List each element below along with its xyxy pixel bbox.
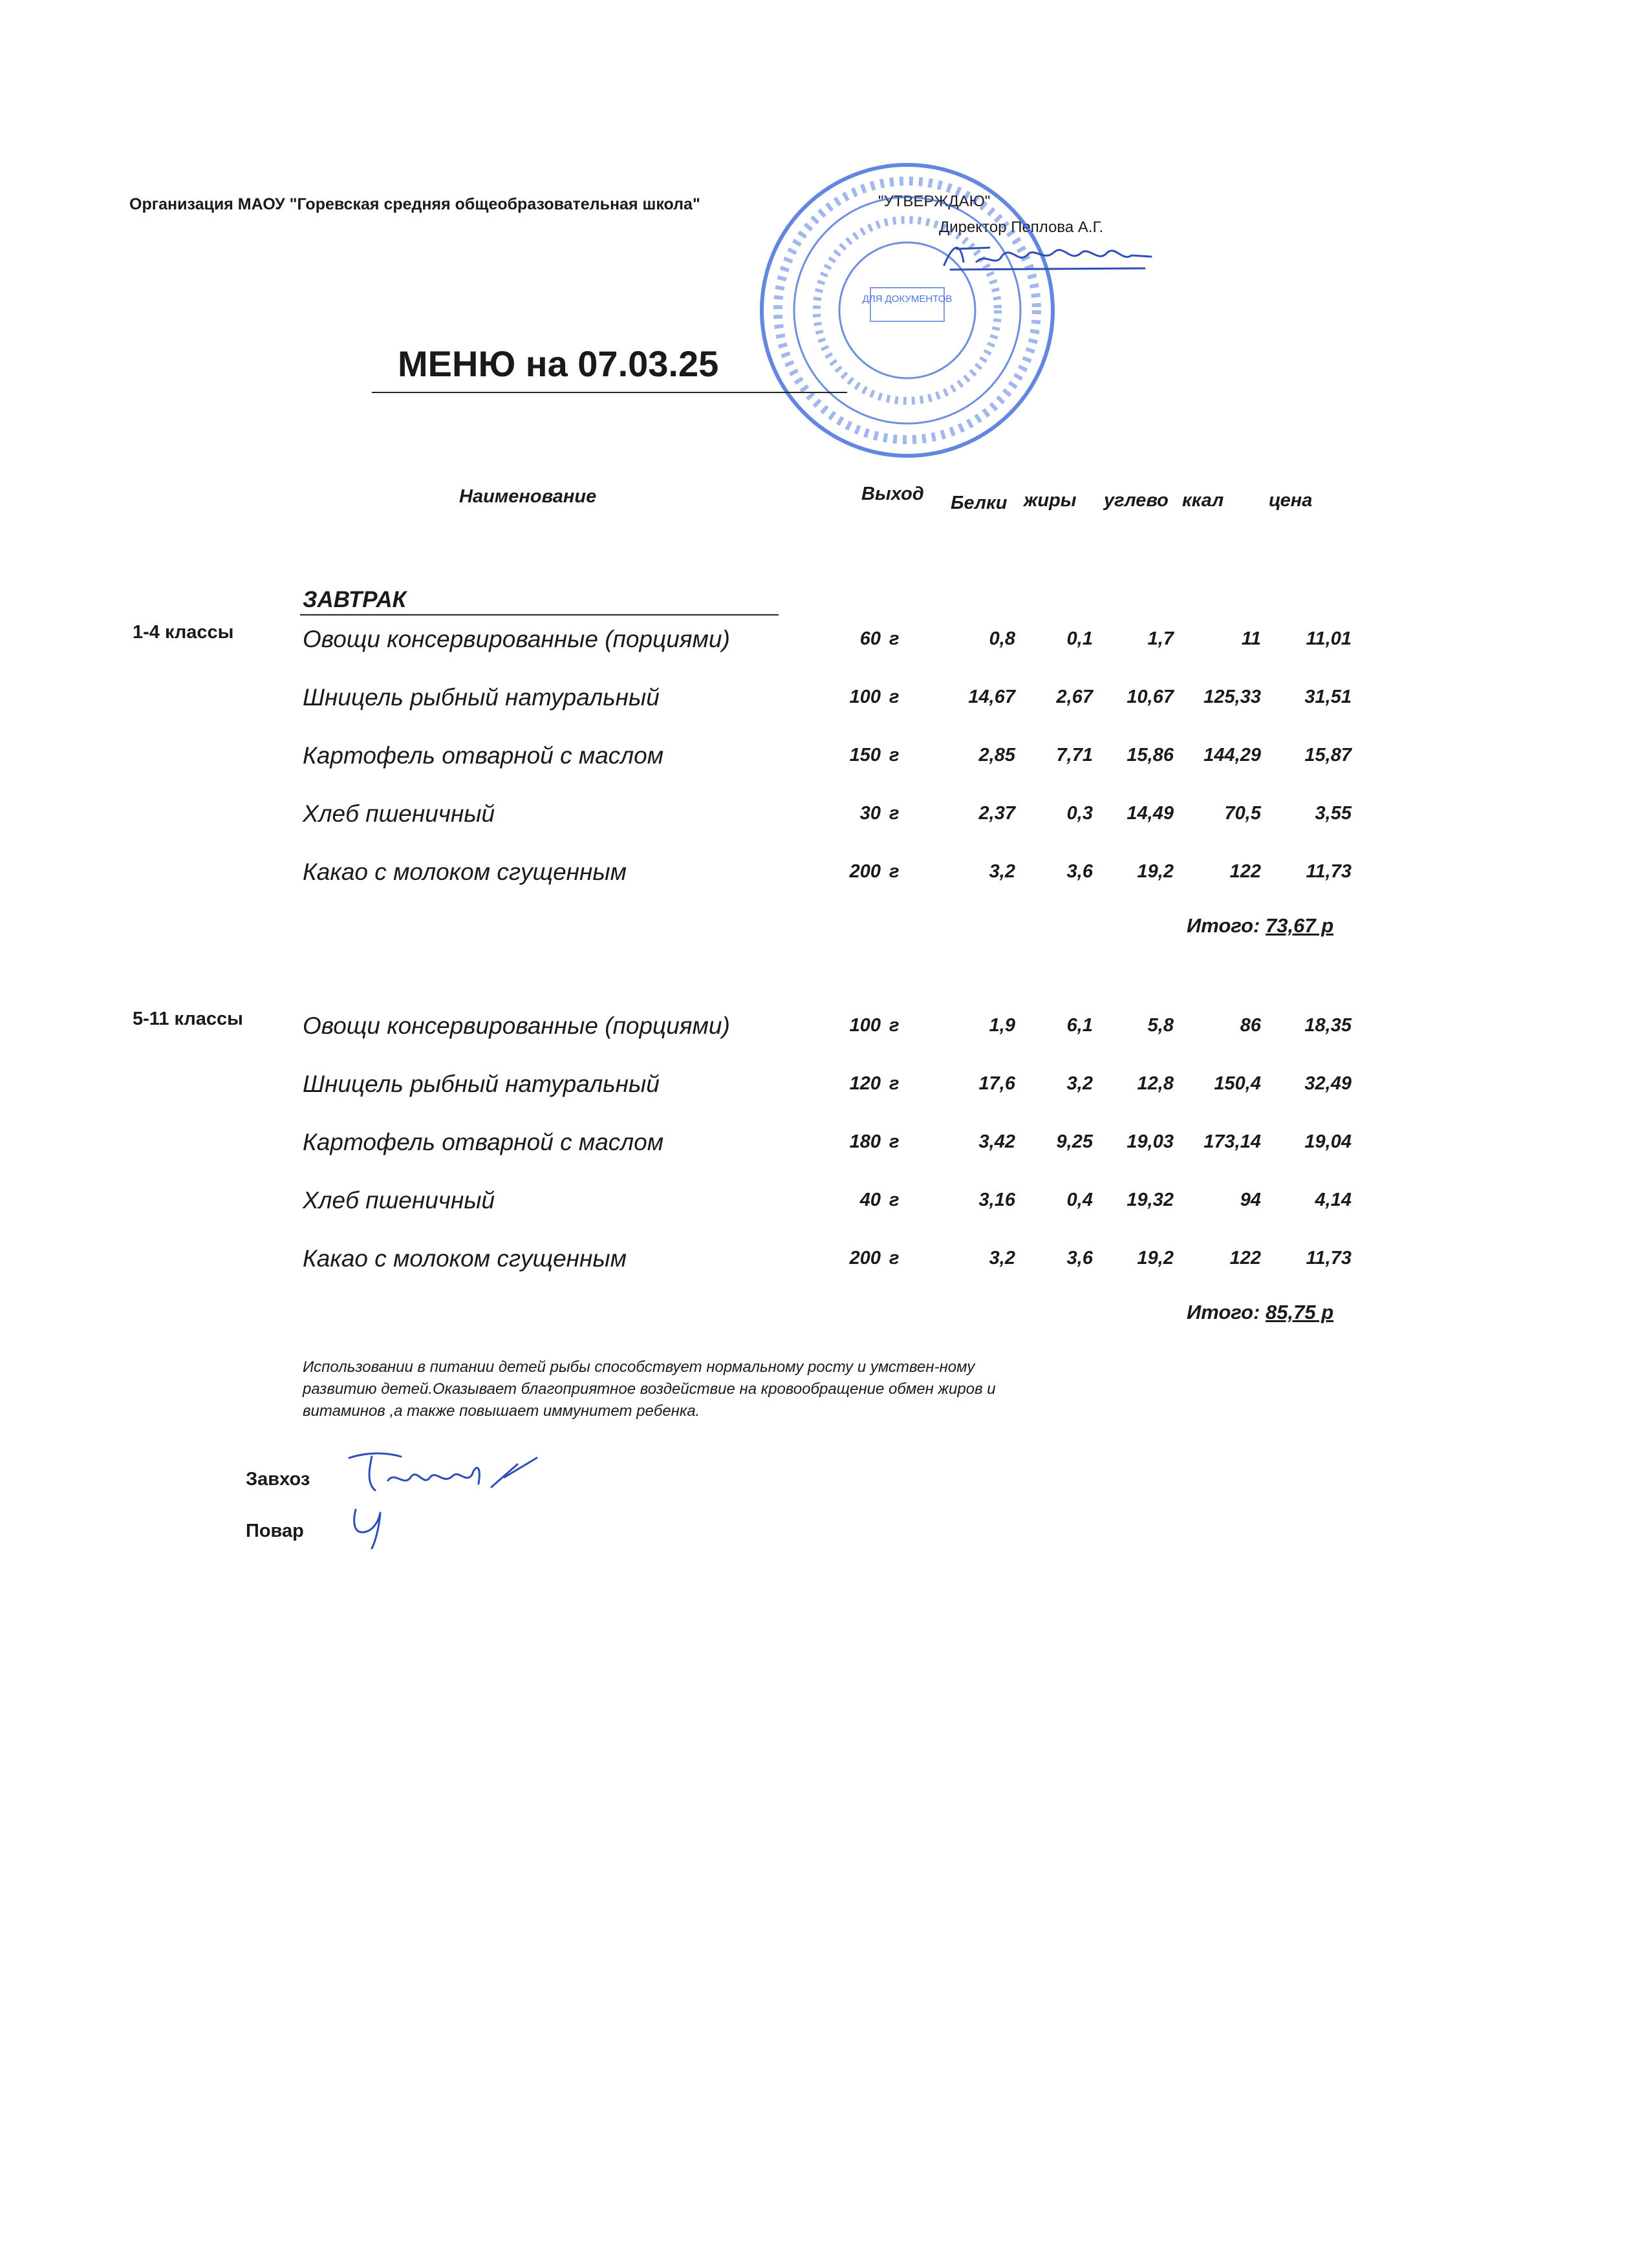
- item-protein: 3,16: [978, 1190, 1015, 1210]
- item-price: 19,04: [1304, 1131, 1352, 1152]
- group-total: [1187, 914, 1333, 937]
- item-carbs: 12,8: [1137, 1073, 1174, 1094]
- total-label: Итого:: [1187, 914, 1260, 937]
- menu-item-row: [0, 859, 1649, 891]
- item-protein: 2,85: [978, 745, 1015, 765]
- item-yield: 60: [859, 628, 881, 649]
- total-label: Итого:: [1187, 1301, 1260, 1323]
- item-name: Картофель отварной с маслом: [303, 1129, 664, 1155]
- item-kcal: 173,14: [1203, 1131, 1261, 1152]
- group-label: 5-11 классы: [133, 1009, 243, 1029]
- item-carbs: 19,03: [1126, 1131, 1174, 1152]
- item-carbs: 14,49: [1126, 803, 1174, 824]
- item-unit: г: [889, 1073, 900, 1094]
- item-unit: г: [889, 803, 900, 824]
- item-name: Какао с молоком сгущенным: [303, 1245, 627, 1272]
- item-carbs: 10,67: [1126, 687, 1174, 707]
- item-yield: 150: [849, 745, 881, 765]
- col-price-header: цена: [1269, 490, 1313, 511]
- item-fat: 0,1: [1066, 628, 1093, 649]
- item-name: Овощи консервированные (порциями): [303, 1012, 730, 1039]
- item-carbs: 1,7: [1147, 628, 1174, 649]
- menu-item-row: [0, 1012, 1649, 1045]
- item-name: Хлеб пшеничный: [303, 800, 495, 827]
- item-name: Овощи консервированные (порциями): [303, 626, 730, 652]
- page-title: МЕНЮ на 07.03.25: [398, 343, 719, 384]
- item-fat: 3,2: [1066, 1073, 1093, 1094]
- item-kcal: 144,29: [1203, 745, 1261, 765]
- item-yield: 120: [849, 1073, 881, 1094]
- item-name: Шницель рыбный натуральный: [303, 1071, 660, 1097]
- item-protein: 3,2: [989, 861, 1015, 882]
- item-price: 11,73: [1306, 861, 1352, 882]
- director-signature: [938, 230, 1158, 278]
- school-stamp: [755, 158, 1059, 462]
- section-title: ЗАВТРАК: [303, 587, 407, 612]
- item-fat: 3,6: [1066, 861, 1093, 882]
- col-fat-header: жиры: [1024, 490, 1077, 511]
- item-fat: 9,25: [1056, 1131, 1093, 1152]
- item-carbs: 19,2: [1137, 1248, 1174, 1268]
- menu-item-row: [0, 1071, 1649, 1103]
- item-carbs: 19,2: [1137, 861, 1174, 882]
- supply-manager-label: Завхоз: [246, 1469, 310, 1490]
- item-yield: 180: [849, 1131, 881, 1152]
- item-unit: г: [889, 1248, 900, 1268]
- menu-item-row: [0, 1245, 1649, 1278]
- item-unit: г: [889, 1190, 900, 1210]
- item-yield: 30: [859, 803, 881, 824]
- item-kcal: 122: [1229, 861, 1261, 882]
- item-fat: 3,6: [1066, 1248, 1093, 1268]
- col-protein-header: Белки: [951, 493, 1008, 513]
- item-unit: г: [889, 861, 900, 882]
- menu-item-row: [0, 626, 1649, 658]
- item-name: Хлеб пшеничный: [303, 1187, 495, 1214]
- item-fat: 0,3: [1066, 803, 1093, 824]
- item-kcal: 11: [1241, 628, 1261, 649]
- col-kcal-header: ккал: [1182, 490, 1224, 511]
- item-fat: 7,71: [1056, 745, 1093, 765]
- item-price: 18,35: [1304, 1015, 1352, 1036]
- menu-item-row: [0, 1129, 1649, 1161]
- col-yield-header: Выход: [861, 484, 924, 504]
- col-name-header: Наименование: [459, 486, 597, 507]
- item-yield: 40: [859, 1190, 881, 1210]
- organization-line: Организация МАОУ "Горевская средняя общеобразовательная школа": [129, 195, 700, 213]
- item-protein: 2,37: [978, 803, 1015, 824]
- total-value: 85,75 р: [1266, 1301, 1334, 1323]
- item-name: Какао с молоком сгущенным: [303, 859, 627, 885]
- item-name: Картофель отварной с маслом: [303, 742, 664, 769]
- item-kcal: 150,4: [1214, 1073, 1261, 1094]
- item-price: 32,49: [1304, 1073, 1352, 1094]
- stamp-center-text: ДЛЯ ДОКУМЕНТОВ: [862, 294, 953, 305]
- title-underline: [372, 392, 847, 393]
- item-protein: 14,67: [968, 687, 1015, 707]
- menu-item-row: [0, 742, 1649, 775]
- menu-item-row: [0, 800, 1649, 833]
- item-unit: г: [889, 1131, 900, 1152]
- cook-label: Повар: [246, 1521, 304, 1541]
- item-kcal: 70,5: [1224, 803, 1261, 824]
- item-kcal: 86: [1240, 1015, 1261, 1036]
- approve-label: "УТВЕРЖДАЮ": [878, 193, 991, 210]
- item-kcal: 125,33: [1203, 687, 1261, 707]
- item-yield: 100: [849, 1015, 881, 1036]
- item-protein: 3,42: [978, 1131, 1015, 1152]
- item-price: 11,01: [1306, 628, 1352, 649]
- nutrition-note: Использовании в питании детей рыбы способствует нормальному росту и умствен-ному развитию детей.Оказывает благоприятное воздействие на кровообращение обмен жиров и витаминов ,а также повышает иммунитет ребенка.: [303, 1358, 996, 1420]
- group-label: 1-4 классы: [133, 622, 234, 643]
- item-yield: 200: [849, 861, 881, 882]
- item-price: 15,87: [1304, 745, 1352, 765]
- item-protein: 17,6: [978, 1073, 1015, 1094]
- total-value: 73,67 р: [1266, 914, 1334, 937]
- item-yield: 200: [849, 1248, 881, 1268]
- item-kcal: 94: [1240, 1190, 1261, 1210]
- supply-manager-signature: [343, 1445, 550, 1500]
- item-price: 4,14: [1315, 1190, 1352, 1210]
- item-carbs: 15,86: [1126, 745, 1174, 765]
- item-carbs: 5,8: [1147, 1015, 1174, 1036]
- menu-item-row: [0, 684, 1649, 716]
- director-line: Директор Пеплова А.Г.: [939, 219, 1104, 236]
- menu-item-row: [0, 1187, 1649, 1219]
- cook-signature: [343, 1500, 407, 1552]
- item-price: 3,55: [1315, 803, 1352, 824]
- item-kcal: 122: [1229, 1248, 1261, 1268]
- item-unit: г: [889, 745, 900, 765]
- item-fat: 6,1: [1066, 1015, 1093, 1036]
- item-price: 31,51: [1304, 687, 1352, 707]
- section-underline: [300, 614, 779, 615]
- item-unit: г: [889, 687, 900, 707]
- item-protein: 0,8: [989, 628, 1015, 649]
- item-price: 11,73: [1306, 1248, 1352, 1268]
- item-fat: 2,67: [1056, 687, 1093, 707]
- item-carbs: 19,32: [1126, 1190, 1174, 1210]
- item-protein: 1,9: [989, 1015, 1015, 1036]
- item-unit: г: [889, 628, 900, 649]
- item-unit: г: [889, 1015, 900, 1036]
- item-yield: 100: [849, 687, 881, 707]
- col-carbs-header: углево: [1104, 490, 1169, 511]
- group-total: [1187, 1301, 1333, 1324]
- item-protein: 3,2: [989, 1248, 1015, 1268]
- item-name: Шницель рыбный натуральный: [303, 684, 660, 711]
- item-fat: 0,4: [1066, 1190, 1093, 1210]
